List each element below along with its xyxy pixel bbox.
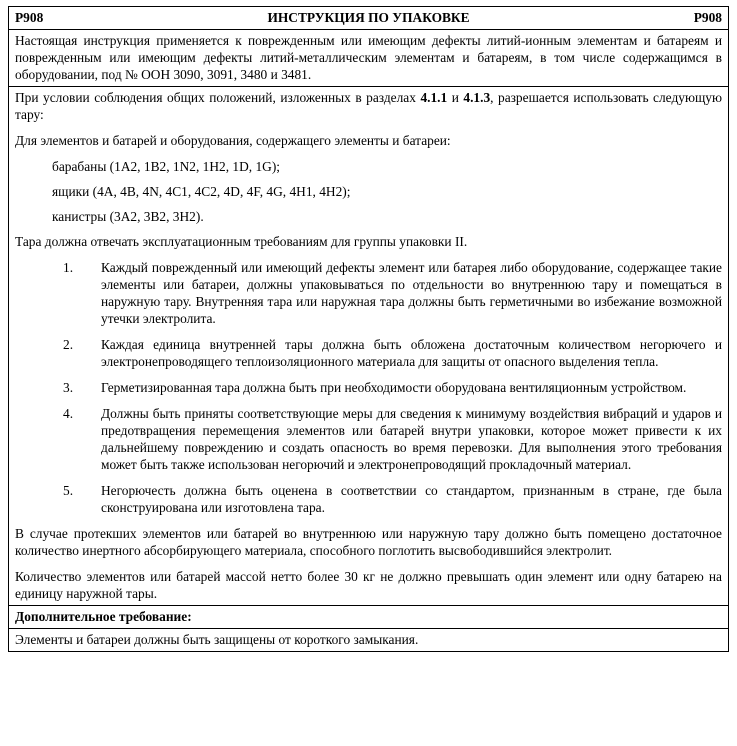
list-item-text: Каждая единица внутренней тары должна быть обложена достаточным количеством негорючего и электронепроводящего теплоизоляционного материала для защиты от опасного выделения тепла.: [101, 337, 722, 369]
list-item-text: Должны быть приняты соответствующие меры для сведения к минимуму воздействия вибраций и ударов и предотвращения перемещения элементов или батарей внутри упаковки, которое может привести к их дальнейшему повреждению и создать опасность во время перевозки. Для выполнения этого требования может быть также использован негорючий и электронепроводящий прокладочный материал.: [101, 406, 722, 472]
list-item-text: Герметизированная тара должна быть при необходимости оборудована вентиляционным устройством.: [101, 380, 687, 395]
list-item-number: 2.: [63, 337, 74, 352]
body-cell: [9, 87, 729, 606]
mass-paragraph: Количество элементов или батарей массой нетто более 30 кг не должно превышать один элемент или одну батарею на единицу наружной тары.: [15, 569, 722, 601]
packing-instruction: [8, 6, 729, 652]
instruction-code-left: P908: [15, 10, 44, 25]
body-row: [9, 87, 729, 606]
header-row: [9, 7, 729, 30]
list-item-text: Каждый поврежденный или имеющий дефекты элемент или батарея либо оборудование, содержащее такие элементы или батареи, должны упаковываться по отдельности во внутреннюю тару и помещаться в наружную тару. Внутренняя тара или наружная тара должны быть герметичными во избежание возможной утечки электролита.: [101, 260, 722, 326]
list-item-number: 1.: [63, 260, 74, 275]
scope-row: [9, 30, 729, 87]
list-item-number: 5.: [63, 483, 74, 498]
section-ref-4-1-1: 4.1.1: [420, 90, 448, 105]
packaging-jerricans: канистры (3A2, 3B2, 3H2).: [52, 209, 204, 224]
instruction-table: [8, 6, 729, 652]
leak-paragraph: В случае протекших элементов или батарей во внутреннюю или наружную тару должно быть помещено достаточное количество инертного абсорбирующего материала, способного поглотить высвободившийся электролит.: [15, 526, 722, 558]
additional-title: Дополнительное требование:: [9, 606, 729, 629]
list-item-number: 3.: [63, 380, 74, 395]
additional-title-row: [9, 606, 729, 629]
list-item: [15, 379, 722, 396]
additional-text-row: [9, 629, 729, 652]
list-item-number: 4.: [63, 406, 74, 421]
packaging-drums: барабаны (1A2, 1B2, 1N2, 1H2, 1D, 1G);: [52, 159, 281, 174]
packaging-boxes: ящики (4A, 4B, 4N, 4C1, 4C2, 4D, 4F, 4G, 4H1, 4H2);: [52, 184, 351, 199]
additional-text: Элементы и батареи должны быть защищены от короткого замыкания.: [9, 629, 729, 652]
section-ref-4-1-3: 4.1.3: [463, 90, 491, 105]
packing-group-requirement: Тара должна отвечать эксплуатационным требованиям для группы упаковки II.: [15, 234, 468, 249]
list-item-text: Негорючесть должна быть оценена в соответствии со стандартом, признанным в стране, где была сконструирована или изготовлена тара.: [101, 483, 722, 515]
for-label: Для элементов и батарей и оборудования, содержащего элементы и батареи:: [15, 133, 451, 148]
list-item: [15, 482, 722, 516]
list-item: [15, 259, 722, 327]
instruction-title: ИНСТРУКЦИЯ ПО УПАКОВКЕ: [267, 10, 470, 25]
scope-text: Настоящая инструкция применяется к поврежденным или имеющим дефекты литий-ионным элементам и батареям и поврежденным или имеющим дефекты литий-металлическим элементам и батареям, в том числе содержащимся в оборудовании, под № ООН 3090, 3091, 3480 и 3481.: [9, 30, 729, 87]
list-item: [15, 336, 722, 370]
intro-paragraph: При условии соблюдения общих положений, изложенных в разделах 4.1.1 и 4.1.3, разрешается использовать следующую тару:: [15, 90, 722, 122]
instruction-code-right: P908: [693, 10, 722, 25]
list-item: [15, 405, 722, 473]
